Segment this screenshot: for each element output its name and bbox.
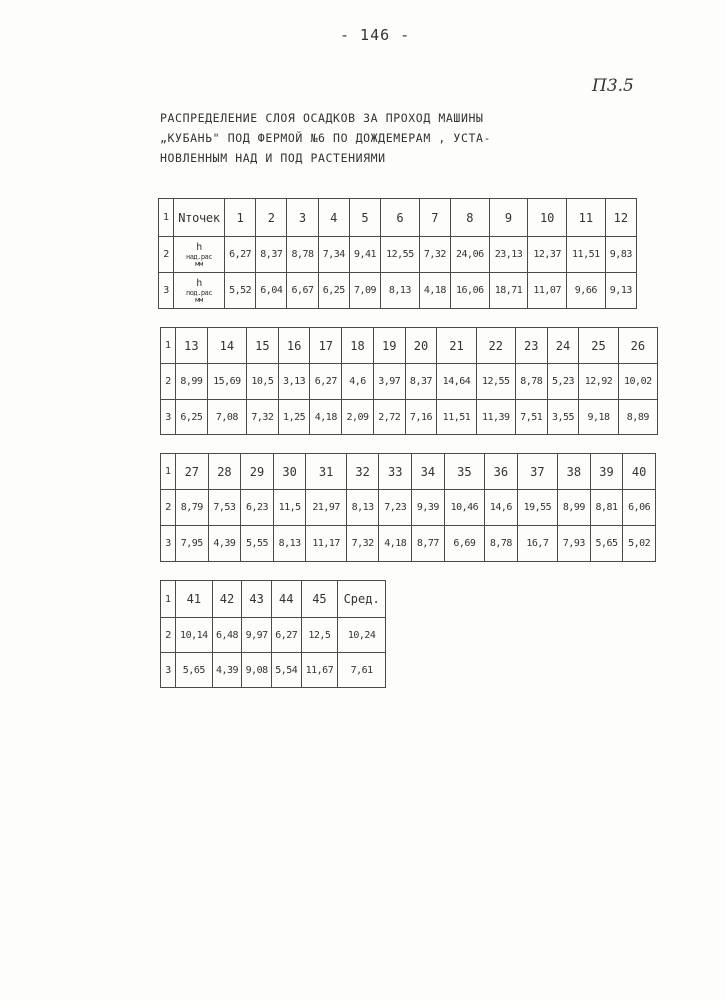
below-plants-value-cell: 11,51 <box>437 400 476 435</box>
below-plants-value-cell: 4,39 <box>212 653 242 688</box>
above-plants-value-cell: 24,06 <box>450 237 489 273</box>
below-plants-label <box>174 273 225 309</box>
caption-line: „КУБАНЬ" ПОД ФЕРМОЙ №6 ПО ДОЖДЕМЕРАМ , УСТА- <box>160 131 492 145</box>
below-plants-value-cell: 4,18 <box>310 400 342 435</box>
below-plants-value-cell: 5,54 <box>271 653 301 688</box>
above-plants-value-cell: 12,92 <box>579 364 618 400</box>
below-plants-value-cell: 7,09 <box>349 273 380 309</box>
row-number: 2 <box>161 364 176 400</box>
row-number: 3 <box>161 653 176 688</box>
label-symbol: h <box>196 277 202 289</box>
point-number-cell: 26 <box>618 328 657 364</box>
point-number-cell: 16 <box>278 328 310 364</box>
label-unit: мм <box>195 295 203 304</box>
above-plants-value-cell: 9,83 <box>605 237 636 273</box>
below-plants-value-cell: 2,09 <box>342 400 374 435</box>
point-number-cell: 27 <box>176 454 209 490</box>
label-symbol: h <box>196 241 202 253</box>
table-row-points <box>161 454 656 490</box>
below-plants-value-cell: 8,77 <box>412 526 445 562</box>
above-plants-value-cell: 8,81 <box>590 490 623 526</box>
table-row-above <box>161 618 386 653</box>
point-number-cell: 10 <box>528 199 567 237</box>
row-number: 2 <box>159 237 174 273</box>
row-number: 3 <box>161 400 176 435</box>
point-number-cell: 39 <box>590 454 623 490</box>
point-number-cell: 19 <box>373 328 405 364</box>
table-row-below <box>159 273 637 309</box>
above-plants-value-cell: 4,6 <box>342 364 374 400</box>
above-plants-value-cell: 10,46 <box>444 490 484 526</box>
above-plants-value-cell: 7,32 <box>419 237 450 273</box>
above-plants-value-cell: 6,06 <box>623 490 656 526</box>
below-plants-value-cell: 7,51 <box>515 400 547 435</box>
below-plants-value-cell: 3,55 <box>547 400 579 435</box>
row-number: 1 <box>161 581 176 618</box>
below-plants-value-cell: 7,08 <box>207 400 246 435</box>
above-plants-value-cell: 12,5 <box>301 618 338 653</box>
below-plants-value-cell: 7,16 <box>405 400 437 435</box>
above-plants-value-cell: 10,14 <box>176 618 213 653</box>
caption-line: РАСПРЕДЕЛЕНИЕ СЛОЯ ОСАДКОВ ЗА ПРОХОД МАШИНЫ <box>160 111 484 125</box>
table-row-above <box>161 490 656 526</box>
point-number-cell: 43 <box>242 581 272 618</box>
data-table-points-41-45-mean <box>160 580 386 688</box>
below-plants-value-cell: 1,25 <box>278 400 310 435</box>
row-number: 2 <box>161 490 176 526</box>
above-plants-value-cell: 9,39 <box>412 490 445 526</box>
below-plants-value-cell: 6,67 <box>287 273 318 309</box>
above-plants-value-cell: 7,23 <box>379 490 412 526</box>
above-plants-value-cell: 7,53 <box>208 490 241 526</box>
above-plants-value-cell: 8,13 <box>346 490 379 526</box>
above-plants-value-cell: 14,6 <box>485 490 518 526</box>
point-number-cell: 41 <box>176 581 213 618</box>
below-plants-value-cell: 11,17 <box>306 526 346 562</box>
above-plants-value-cell: 10,5 <box>247 364 279 400</box>
below-plants-value-cell: 5,65 <box>176 653 213 688</box>
below-plants-value-cell: 9,66 <box>567 273 606 309</box>
above-plants-value-cell: 15,69 <box>207 364 246 400</box>
below-plants-value-cell: 9,08 <box>242 653 272 688</box>
page-code: П3.5 <box>592 76 634 96</box>
table-row-points <box>161 328 658 364</box>
above-plants-value-cell: 6,27 <box>271 618 301 653</box>
above-plants-value-cell: 8,78 <box>515 364 547 400</box>
below-plants-value-cell: 11,07 <box>528 273 567 309</box>
below-plants-value-cell: 18,71 <box>489 273 528 309</box>
row-number: 3 <box>161 526 176 562</box>
label-unit: мм <box>195 259 203 268</box>
above-plants-label <box>174 237 225 273</box>
point-number-cell: Сред. <box>338 581 386 618</box>
point-number-cell: 7 <box>419 199 450 237</box>
point-number-cell: 11 <box>567 199 606 237</box>
below-plants-value-cell: 16,7 <box>517 526 557 562</box>
point-number-cell: 33 <box>379 454 412 490</box>
label-subscript: над.рас <box>185 252 212 261</box>
table-row-points <box>161 581 386 618</box>
row-number: 1 <box>161 328 176 364</box>
below-plants-value-cell: 7,61 <box>338 653 386 688</box>
above-plants-value-cell: 8,79 <box>176 490 209 526</box>
below-plants-value-cell: 11,39 <box>476 400 515 435</box>
point-number-cell: 8 <box>450 199 489 237</box>
above-plants-value-cell: 12,55 <box>476 364 515 400</box>
below-plants-value-cell: 6,25 <box>318 273 349 309</box>
table-row-above <box>159 237 637 273</box>
point-number-cell: 3 <box>287 199 318 237</box>
label-subscript: под.рас <box>185 288 212 297</box>
point-number-cell: 24 <box>547 328 579 364</box>
point-number-cell: 25 <box>579 328 618 364</box>
below-plants-value-cell: 8,89 <box>618 400 657 435</box>
data-table-points-1-12 <box>158 198 637 309</box>
point-number-cell: 42 <box>212 581 242 618</box>
above-plants-value-cell: 3,13 <box>278 364 310 400</box>
above-plants-value-cell: 8,99 <box>176 364 208 400</box>
above-plants-value-cell: 10,02 <box>618 364 657 400</box>
point-number-cell: 30 <box>273 454 306 490</box>
point-number-cell: 5 <box>349 199 380 237</box>
above-plants-value-cell: 10,24 <box>338 618 386 653</box>
below-plants-value-cell: 7,93 <box>558 526 591 562</box>
below-plants-value-cell: 5,02 <box>623 526 656 562</box>
below-plants-value-cell: 7,32 <box>346 526 379 562</box>
above-plants-value-cell: 8,99 <box>558 490 591 526</box>
below-plants-value-cell: 4,18 <box>379 526 412 562</box>
point-number-cell: 12 <box>605 199 636 237</box>
above-plants-value-cell: 6,27 <box>225 237 256 273</box>
below-plants-value-cell: 8,13 <box>381 273 420 309</box>
above-plants-value-cell: 6,27 <box>310 364 342 400</box>
above-plants-value-cell: 7,34 <box>318 237 349 273</box>
point-number-cell: 36 <box>485 454 518 490</box>
point-number-cell: 23 <box>515 328 547 364</box>
caption-line: НОВЛЕННЫМ НАД И ПОД РАСТЕНИЯМИ <box>160 151 386 165</box>
table-row-below <box>161 653 386 688</box>
point-number-cell: 31 <box>306 454 346 490</box>
above-plants-value-cell: 3,97 <box>373 364 405 400</box>
below-plants-value-cell: 6,25 <box>176 400 208 435</box>
point-number-cell: 9 <box>489 199 528 237</box>
table-row-above <box>161 364 658 400</box>
below-plants-value-cell: 7,95 <box>176 526 209 562</box>
point-number-cell: 45 <box>301 581 338 618</box>
row-number: 1 <box>161 454 176 490</box>
below-plants-value-cell: 5,65 <box>590 526 623 562</box>
point-number-cell: 1 <box>225 199 256 237</box>
row-number: 3 <box>159 273 174 309</box>
point-number-cell: 37 <box>517 454 557 490</box>
point-number-cell: 21 <box>437 328 476 364</box>
point-number-cell: 20 <box>405 328 437 364</box>
point-number-cell: 2 <box>256 199 287 237</box>
point-number-cell: 13 <box>176 328 208 364</box>
above-plants-value-cell: 19,55 <box>517 490 557 526</box>
below-plants-value-cell: 2,72 <box>373 400 405 435</box>
point-number-cell: 35 <box>444 454 484 490</box>
point-number-cell: 29 <box>241 454 274 490</box>
data-table-points-27-40 <box>160 453 656 562</box>
below-plants-value-cell: 7,32 <box>247 400 279 435</box>
below-plants-value-cell: 11,67 <box>301 653 338 688</box>
above-plants-value-cell: 6,48 <box>212 618 242 653</box>
point-number-cell: 4 <box>318 199 349 237</box>
row-number: 2 <box>161 618 176 653</box>
point-number-cell: 32 <box>346 454 379 490</box>
point-number-cell: 44 <box>271 581 301 618</box>
above-plants-value-cell: 11,51 <box>567 237 606 273</box>
below-plants-value-cell: 5,55 <box>241 526 274 562</box>
table-row-points <box>159 199 637 237</box>
below-plants-value-cell: 9,13 <box>605 273 636 309</box>
point-number-cell: 34 <box>412 454 445 490</box>
above-plants-value-cell: 5,23 <box>547 364 579 400</box>
point-number-cell: 6 <box>381 199 420 237</box>
below-plants-value-cell: 6,69 <box>444 526 484 562</box>
above-plants-value-cell: 12,55 <box>381 237 420 273</box>
above-plants-value-cell: 9,97 <box>242 618 272 653</box>
below-plants-value-cell: 9,18 <box>579 400 618 435</box>
row-number: 1 <box>159 199 174 237</box>
above-plants-value-cell: 11,5 <box>273 490 306 526</box>
point-number-cell: 14 <box>207 328 246 364</box>
above-plants-value-cell: 9,41 <box>349 237 380 273</box>
below-plants-value-cell: 4,39 <box>208 526 241 562</box>
below-plants-value-cell: 6,04 <box>256 273 287 309</box>
point-number-cell: 28 <box>208 454 241 490</box>
below-plants-value-cell: 4,18 <box>419 273 450 309</box>
page-number: - 146 - <box>340 26 411 44</box>
below-plants-value-cell: 16,06 <box>450 273 489 309</box>
table-row-below <box>161 400 658 435</box>
point-number-cell: 38 <box>558 454 591 490</box>
above-plants-value-cell: 12,37 <box>528 237 567 273</box>
point-number-cell: 17 <box>310 328 342 364</box>
point-number-cell: 18 <box>342 328 374 364</box>
point-number-cell: 15 <box>247 328 279 364</box>
table-caption <box>160 108 640 168</box>
data-table-points-13-26 <box>160 327 658 435</box>
above-plants-value-cell: 8,78 <box>287 237 318 273</box>
above-plants-value-cell: 23,13 <box>489 237 528 273</box>
point-number-cell: 40 <box>623 454 656 490</box>
above-plants-value-cell: 8,37 <box>405 364 437 400</box>
below-plants-value-cell: 5,52 <box>225 273 256 309</box>
above-plants-value-cell: 14,64 <box>437 364 476 400</box>
below-plants-value-cell: 8,78 <box>485 526 518 562</box>
below-plants-value-cell: 8,13 <box>273 526 306 562</box>
table-row-below <box>161 526 656 562</box>
above-plants-value-cell: 6,23 <box>241 490 274 526</box>
above-plants-value-cell: 8,37 <box>256 237 287 273</box>
point-number-cell: 22 <box>476 328 515 364</box>
above-plants-value-cell: 21,97 <box>306 490 346 526</box>
points-header-cell: Nточек <box>174 199 225 237</box>
